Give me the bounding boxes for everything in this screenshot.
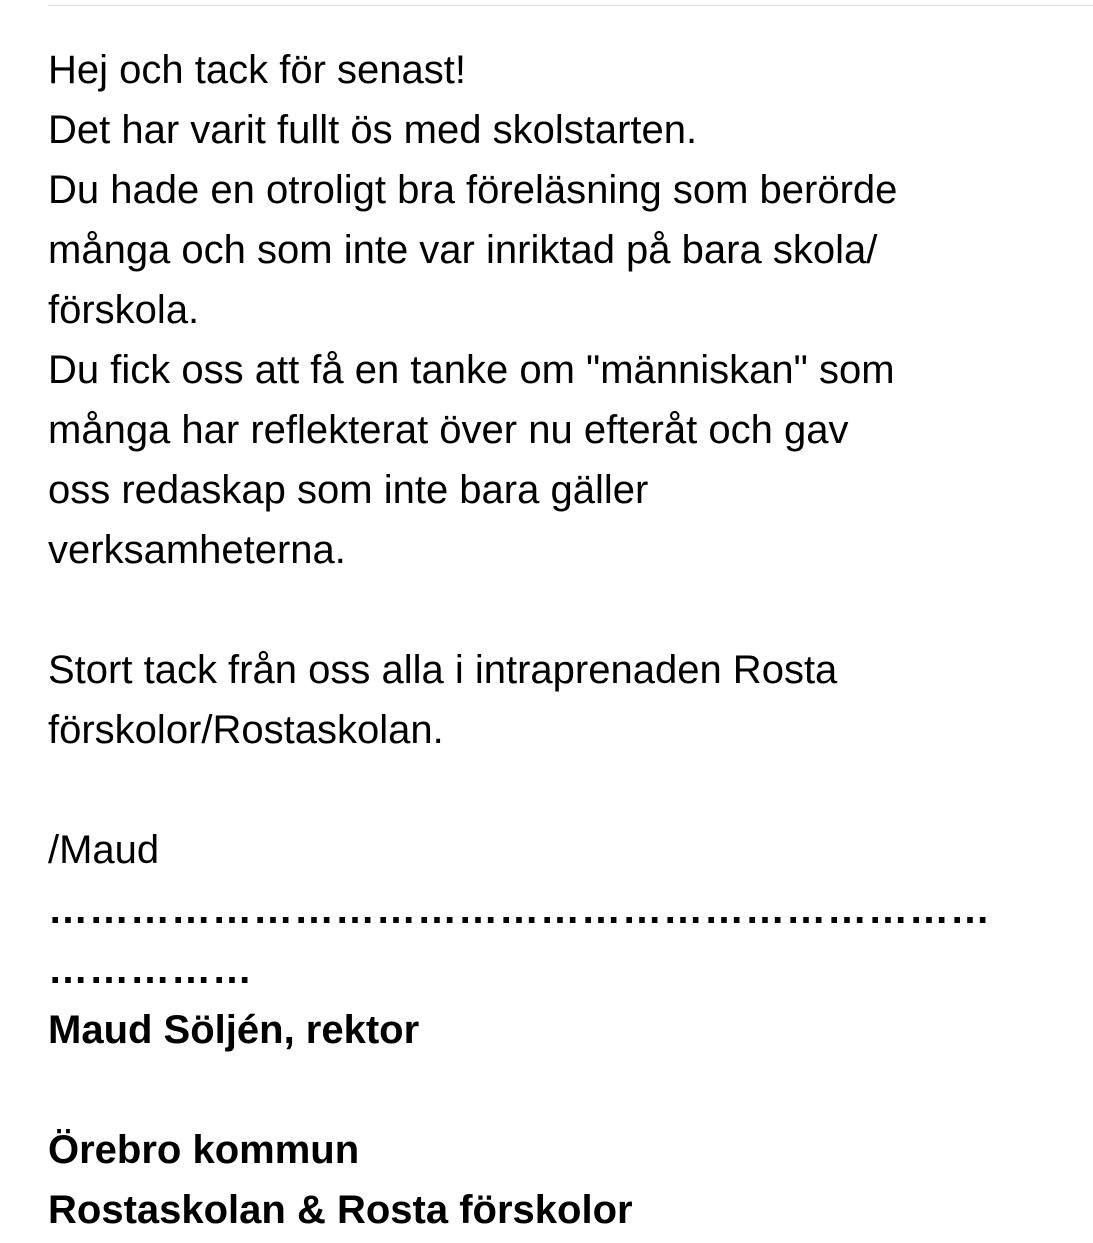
body-line: verksamheterna.	[48, 528, 346, 572]
body-line: många har reflekterat över nu efteråt och gav	[48, 408, 849, 452]
signoff: /Maud	[48, 828, 160, 872]
body-line: oss redaskap som inte bara gäller	[48, 468, 649, 512]
paragraph-spacer	[48, 580, 1088, 640]
paragraph-spacer	[48, 760, 1088, 820]
signature-separator: ……………………………………………………………	[48, 888, 991, 932]
thanks-line: förskolor/Rostaskolan.	[48, 708, 444, 752]
email-message-body	[48, 40, 1088, 1240]
signature-name-title: Maud Söljén, rektor	[48, 1008, 420, 1052]
signature-unit: Rostaskolan & Rosta förskolor	[48, 1188, 633, 1232]
thanks-line: Stort tack från oss alla i intraprenaden Rosta	[48, 648, 838, 692]
signature-organization: Örebro kommun	[48, 1128, 360, 1172]
paragraph-spacer	[48, 1060, 1088, 1120]
top-divider	[48, 5, 1093, 6]
body-line: Det har varit fullt ös med skolstarten.	[48, 108, 698, 152]
body-line: Du fick oss att få en tanke om "människan" som	[48, 348, 895, 392]
body-line: Du hade en otroligt bra föreläsning som berörde	[48, 168, 898, 212]
signature-separator: ……………	[48, 948, 253, 992]
body-line: Hej och tack för senast!	[48, 48, 466, 92]
body-line: många och som inte var inriktad på bara skola/	[48, 228, 878, 272]
body-line: förskola.	[48, 288, 200, 332]
